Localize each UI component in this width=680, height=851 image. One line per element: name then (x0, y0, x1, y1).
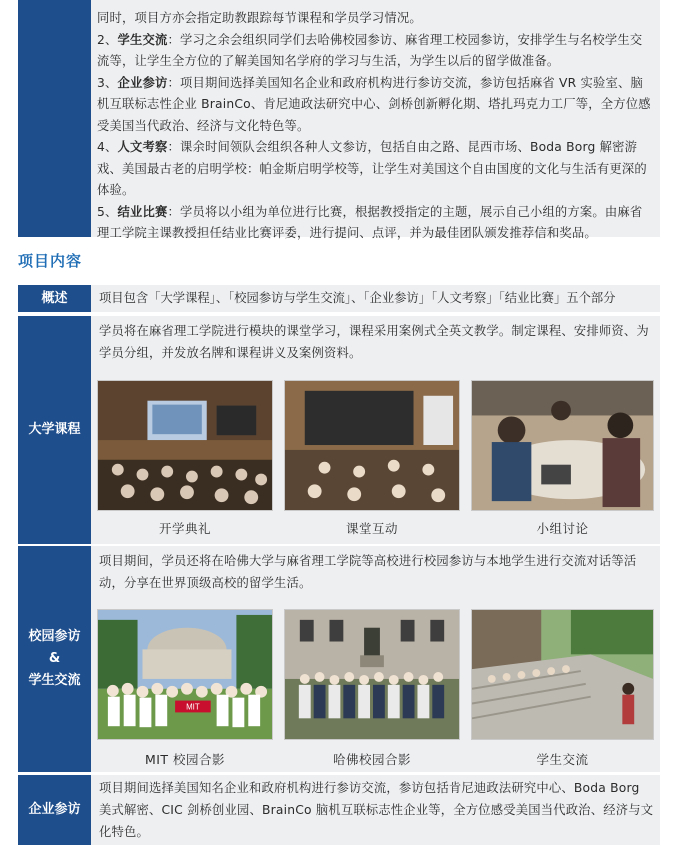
intro-item-4: 4、人文考察：课余时间领队会组织各种人文参访，包括自由之路、昆西市场、Boda Borg 解密游戏、美国最古老的启明学校：帕金斯启明学校等，让学生对美国这个自由国度的文化与生活有更深的体验。 (97, 140, 647, 197)
classroom-photo (284, 380, 460, 511)
company-cell (91, 775, 660, 845)
course-text: 学员将在麻省理工学院进行模块的课堂学习，课程采用案例式全英文教学。制定课程、安排师资、为学员分组，并发放名牌和课程讲义及案例资料。 (99, 324, 649, 360)
campus-label-line2: & (48, 651, 61, 666)
company-text: 项目期间选择美国知名企业和政府机构进行参访交流，参访包括肯尼迪政法研究中心、Boda Borg 美式解密、CIC 剑桥创业园、BrainCo 脑机互联标志性企业等，全方位感受美国当代政治、经济与文化特色。 (99, 781, 654, 839)
top-label-column (18, 0, 91, 237)
mit-banner-text: MIT (186, 702, 200, 712)
campus-label (18, 546, 91, 772)
photo-caption: 小组讨论 (536, 521, 589, 536)
campus-label-line3: 学生交流 (28, 673, 81, 688)
section-title: 项目内容 (18, 252, 83, 270)
mit-group-photo (97, 609, 273, 740)
intro-item-2: 2、学生交流：学习之余会组织同学们去哈佛校园参访、麻省理工校园参访，安排学生与名校学生交流等，让学生全方位的了解美国知名学府的学习与生活，为学生以后的留学做准备。 (97, 32, 643, 68)
campus-label-line1: 校园参访 (28, 629, 81, 644)
course-label: 大学课程 (18, 316, 91, 544)
intro-text-block (91, 0, 660, 240)
overview-label: 概述 (18, 285, 91, 312)
harvard-group-photo (284, 609, 460, 740)
overview-cell (91, 285, 660, 312)
company-label: 企业参访 (18, 775, 91, 845)
group-discussion-photo (471, 380, 654, 511)
lecture-hall-photo (97, 380, 273, 511)
photo-caption: 开学典礼 (158, 521, 211, 536)
intro-item-5: 5、结业比赛：学员将以小组为单位进行比赛，根据教授指定的主题，展示自己小组的方案。由麻省理工学院主课教授担任结业比赛评委，进行提问、点评，并为最佳团队颁发推荐信和奖品。 (97, 204, 643, 240)
overview-text: 项目包含「大学课程」、「校园参访与学生交流」、「企业参访」「人文考察」「结业比赛」五个部分 (99, 291, 616, 305)
photo-caption: 学生交流 (536, 752, 589, 767)
campus-text: 项目期间，学员还将在哈佛大学与麻省理工学院等高校进行校园参访与本地学生进行交流对话等活动，分享在世界顶级高校的留学生活。 (99, 554, 637, 590)
photo-caption: MIT 校园合影 (144, 752, 226, 767)
photo-caption: 哈佛校园合影 (332, 752, 411, 767)
photo-caption: 课堂互动 (345, 521, 398, 536)
intro-line-0: 同时，项目方亦会指定助教跟踪每节课程和学员学习情况。 (97, 11, 422, 25)
intro-item-3: 3、企业参访：项目期间选择美国知名企业和政府机构进行参访交流，参访包括麻省 VR 实验室、脑机互联标志性企业 BrainCo、肯尼迪政法研究中心、剑桥创新孵化期、塔扎玛克力工厂等，全方位感受美国当代政治、经济与文化特色等。 (97, 75, 651, 133)
student-exchange-photo (471, 609, 654, 740)
